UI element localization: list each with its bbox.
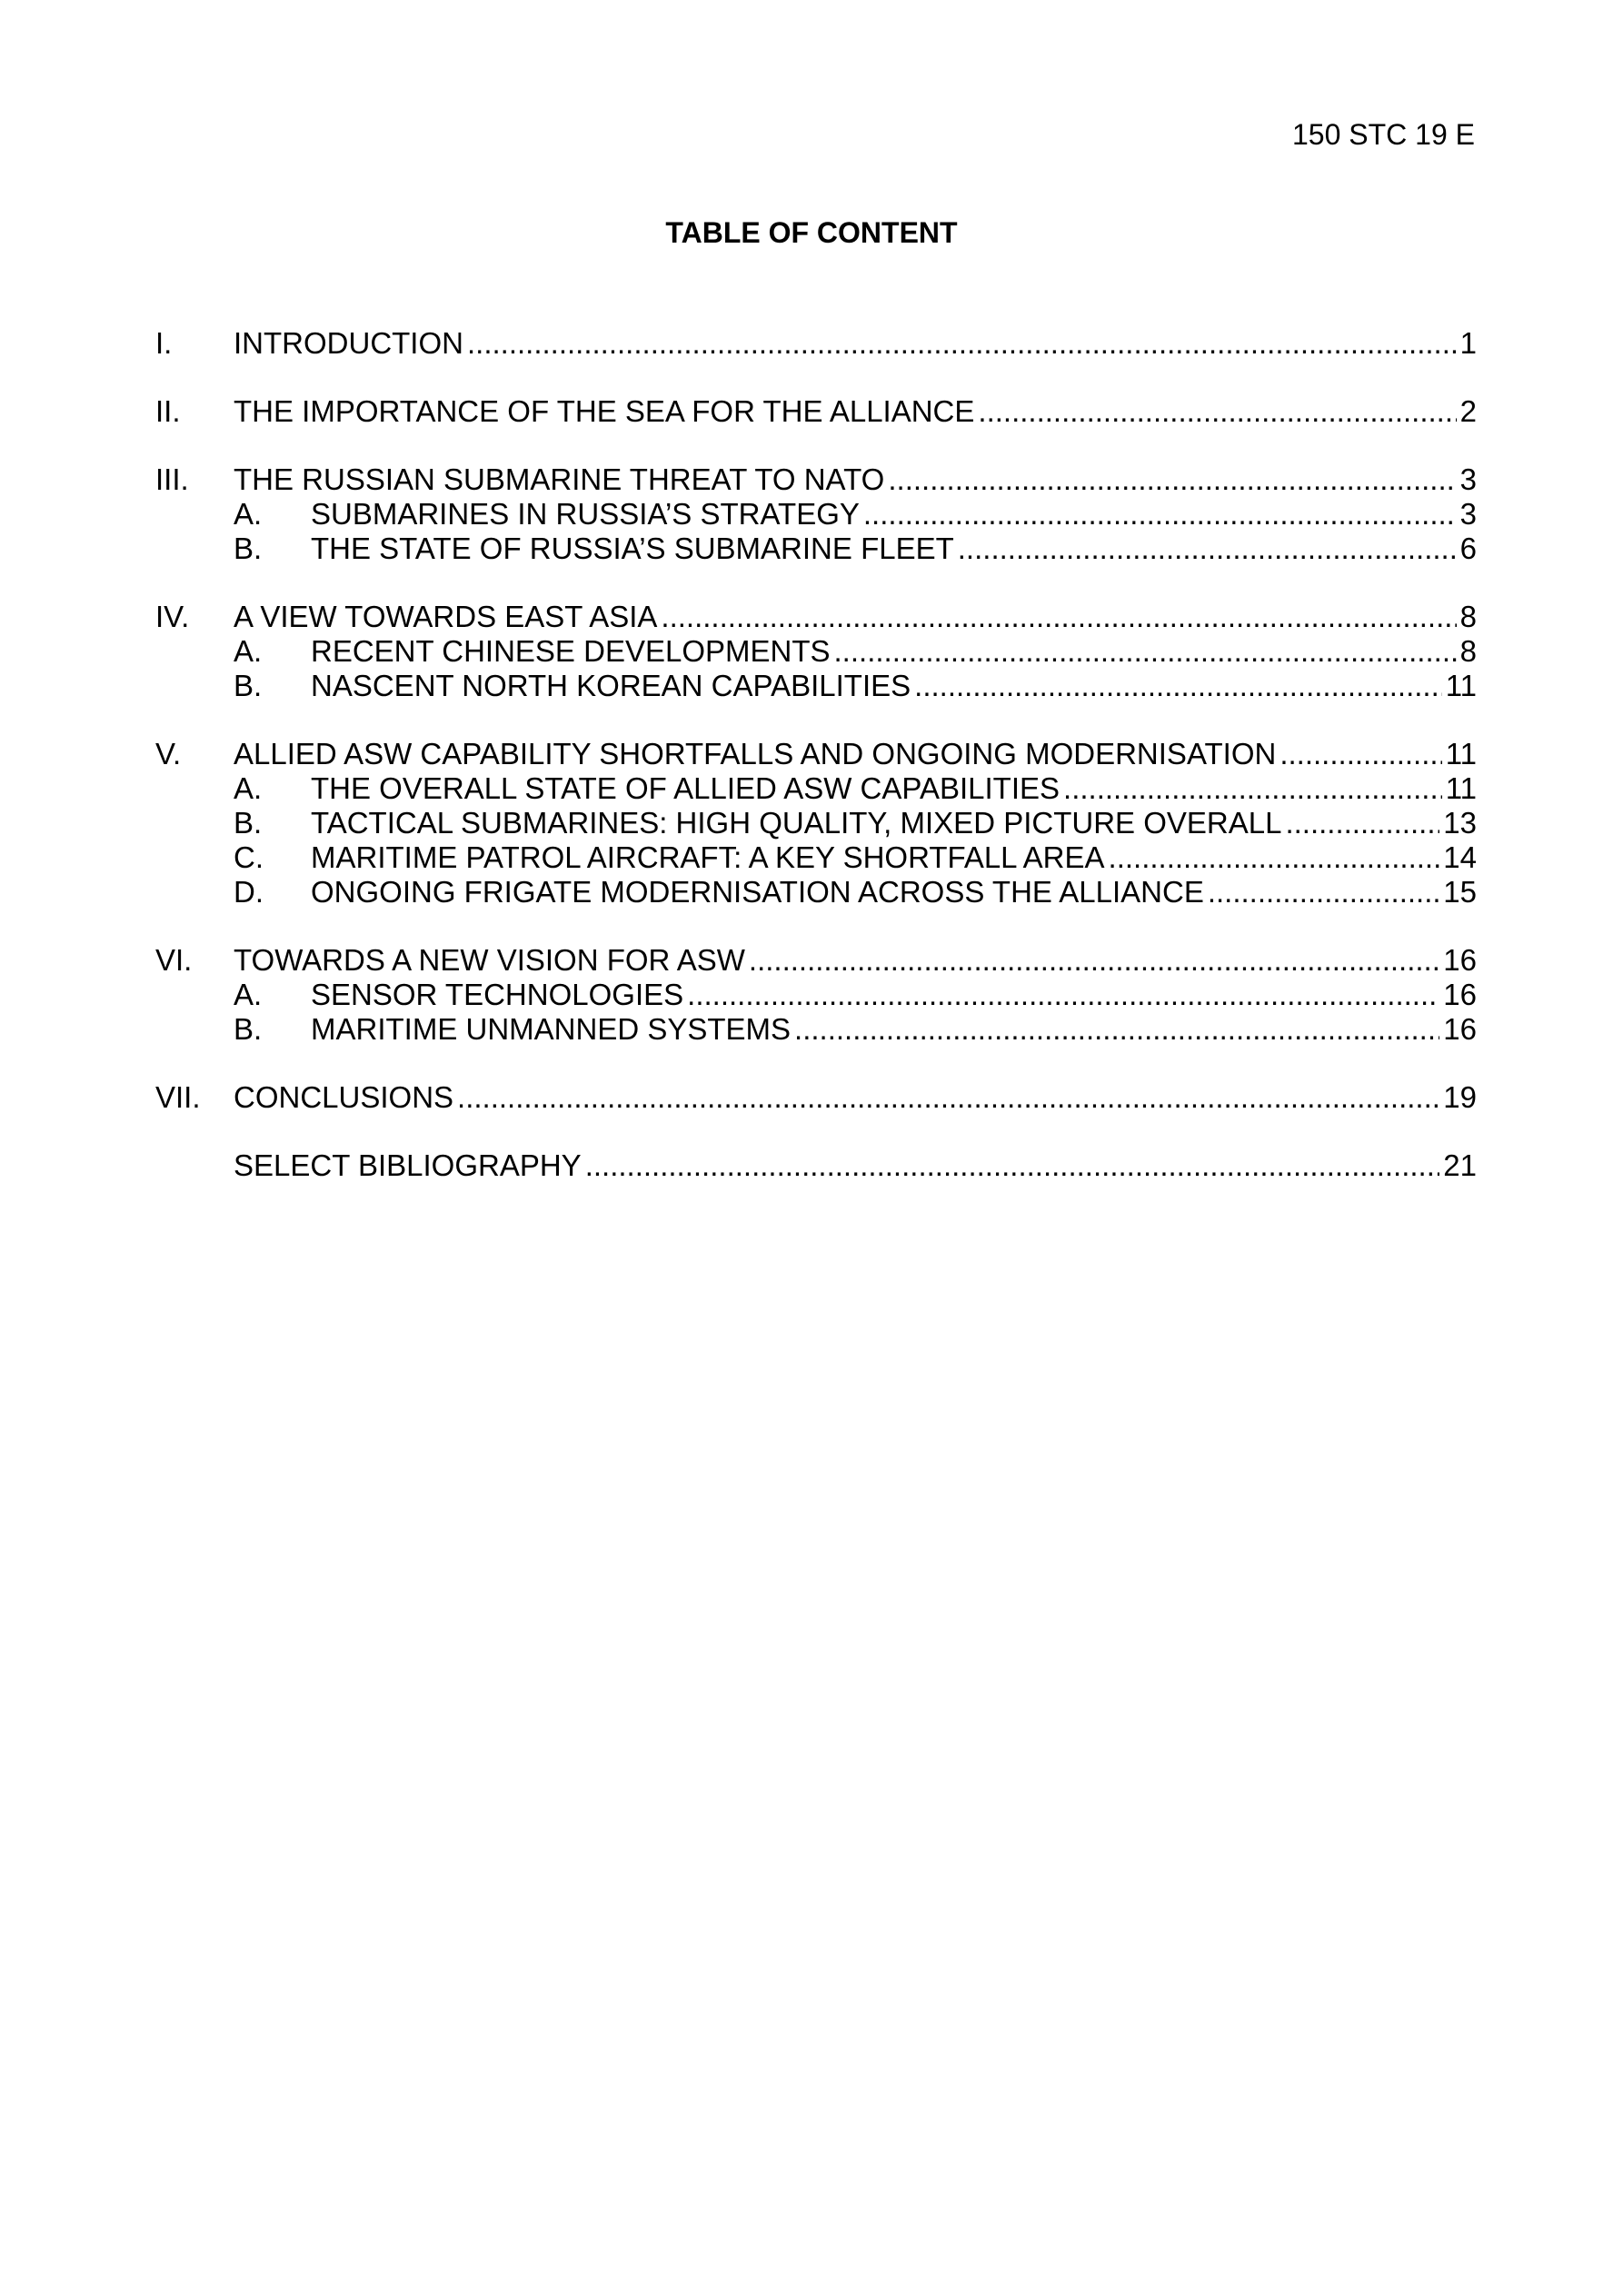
toc-subsection-letter: B. (234, 806, 263, 840)
toc-page-number: 6 (1459, 532, 1477, 565)
toc-section-title: INTRODUCTION (234, 326, 463, 360)
toc-subentry[interactable] (155, 840, 1477, 875)
toc-entry[interactable] (155, 326, 1477, 361)
toc-section-number: IV. (155, 600, 190, 633)
dot-leader (687, 978, 1439, 1012)
dot-leader (585, 1148, 1440, 1183)
toc-page-number: 14 (1443, 840, 1477, 874)
toc-subsection-title: RECENT CHINESE DEVELOPMENTS (311, 634, 831, 668)
toc-subentry[interactable] (155, 634, 1477, 669)
toc-subsection-letter: D. (234, 875, 264, 909)
toc-page-number: 3 (1459, 462, 1477, 496)
toc-subsection-letter: B. (234, 1012, 263, 1046)
toc-subentry[interactable] (155, 875, 1477, 909)
toc-section-title: SELECT BIBLIOGRAPHY (234, 1148, 582, 1182)
toc-section (155, 394, 1477, 429)
dot-leader (1285, 806, 1439, 840)
toc-page-number: 19 (1443, 1080, 1477, 1114)
dot-leader (1063, 771, 1442, 806)
dot-leader (457, 1080, 1439, 1115)
toc-page-number: 8 (1459, 600, 1477, 633)
table-of-contents (155, 326, 1477, 1217)
dot-leader (749, 943, 1439, 978)
dot-leader (978, 394, 1456, 429)
toc-subsection-letter: C. (234, 840, 264, 874)
toc-entry[interactable] (155, 462, 1477, 497)
toc-section (155, 943, 1477, 1047)
toc-subentry[interactable] (155, 532, 1477, 566)
dot-leader (863, 497, 1457, 532)
toc-subsection-letter: A. (234, 978, 263, 1011)
toc-section-title: CONCLUSIONS (234, 1080, 454, 1114)
dot-leader (888, 462, 1456, 497)
toc-subsection-title: SENSOR TECHNOLOGIES (311, 978, 684, 1011)
toc-page-number: 8 (1459, 634, 1477, 668)
toc-entry[interactable] (155, 943, 1477, 978)
toc-section-number: III. (155, 462, 189, 496)
toc-section-title: ALLIED ASW CAPABILITY SHORTFALLS AND ONGOING MODERNISATION (234, 737, 1277, 770)
toc-entry[interactable] (155, 1080, 1477, 1115)
toc-subsection-title: THE OVERALL STATE OF ALLIED ASW CAPABILITIES (311, 771, 1060, 805)
toc-section-number: I. (155, 326, 173, 360)
toc-subentry[interactable] (155, 806, 1477, 840)
toc-subentry[interactable] (155, 669, 1477, 703)
toc-section-number: VII. (155, 1080, 201, 1114)
toc-section (155, 1080, 1477, 1115)
toc-section (155, 326, 1477, 361)
dot-leader (1279, 737, 1441, 771)
toc-section-number: V. (155, 737, 182, 770)
toc-page-number: 11 (1445, 737, 1477, 770)
toc-subsection-title: NASCENT NORTH KOREAN CAPABILITIES (311, 669, 911, 702)
toc-subsection-letter: B. (234, 669, 263, 702)
toc-subentry[interactable] (155, 497, 1477, 532)
toc-page-number: 16 (1443, 943, 1477, 977)
toc-page-number: 2 (1459, 394, 1477, 428)
toc-subsection-letter: A. (234, 497, 263, 531)
toc-section-number: II. (155, 394, 181, 428)
toc-section-number: VI. (155, 943, 193, 977)
toc-page-number: 21 (1443, 1148, 1477, 1182)
toc-entry[interactable] (155, 600, 1477, 634)
dot-leader (914, 669, 1442, 703)
toc-page-number: 1 (1459, 326, 1477, 360)
dot-leader (1208, 875, 1439, 909)
page-title: TABLE OF CONTENT (665, 216, 958, 249)
toc-section (155, 1148, 1477, 1183)
toc-subsection-title: THE STATE OF RUSSIA’S SUBMARINE FLEET (311, 532, 954, 565)
toc-subsection-title: ONGOING FRIGATE MODERNISATION ACROSS THE ALLIANCE (311, 875, 1204, 909)
toc-subsection-title: SUBMARINES IN RUSSIA’S STRATEGY (311, 497, 860, 531)
toc-page-number: 15 (1443, 875, 1477, 909)
toc-subsection-title: TACTICAL SUBMARINES: HIGH QUALITY, MIXED PICTURE OVERALL (311, 806, 1282, 840)
dot-leader (467, 326, 1457, 361)
toc-subsection-title: MARITIME PATROL AIRCRAFT: A KEY SHORTFALL AREA (311, 840, 1105, 874)
toc-page-number: 3 (1459, 497, 1477, 531)
toc-page-number: 13 (1443, 806, 1477, 840)
toc-subentry[interactable] (155, 771, 1477, 806)
toc-entry[interactable] (155, 1148, 1477, 1183)
dot-leader (958, 532, 1457, 566)
toc-section-title: THE RUSSIAN SUBMARINE THREAT TO NATO (234, 462, 885, 496)
dot-leader (834, 634, 1457, 669)
toc-page-number: 16 (1443, 978, 1477, 1011)
toc-section (155, 462, 1477, 566)
toc-section-title: TOWARDS A NEW VISION FOR ASW (234, 943, 745, 977)
toc-page-number: 16 (1443, 1012, 1477, 1046)
toc-section (155, 600, 1477, 703)
toc-subsection-letter: A. (234, 771, 263, 805)
document-reference: 150 STC 19 E (1292, 118, 1475, 151)
toc-subsection-letter: B. (234, 532, 263, 565)
toc-page-number: 11 (1445, 771, 1477, 805)
toc-entry[interactable] (155, 737, 1477, 771)
toc-section-title: THE IMPORTANCE OF THE SEA FOR THE ALLIANCE (234, 394, 975, 428)
dot-leader (661, 600, 1456, 634)
toc-page-number: 11 (1445, 669, 1477, 702)
toc-section-title: A VIEW TOWARDS EAST ASIA (234, 600, 658, 633)
toc-subentry[interactable] (155, 1012, 1477, 1047)
dot-leader (794, 1012, 1439, 1047)
toc-subsection-letter: A. (234, 634, 263, 668)
toc-entry[interactable] (155, 394, 1477, 429)
dot-leader (1109, 840, 1440, 875)
toc-subentry[interactable] (155, 978, 1477, 1012)
toc-section (155, 737, 1477, 909)
toc-subsection-title: MARITIME UNMANNED SYSTEMS (311, 1012, 792, 1046)
